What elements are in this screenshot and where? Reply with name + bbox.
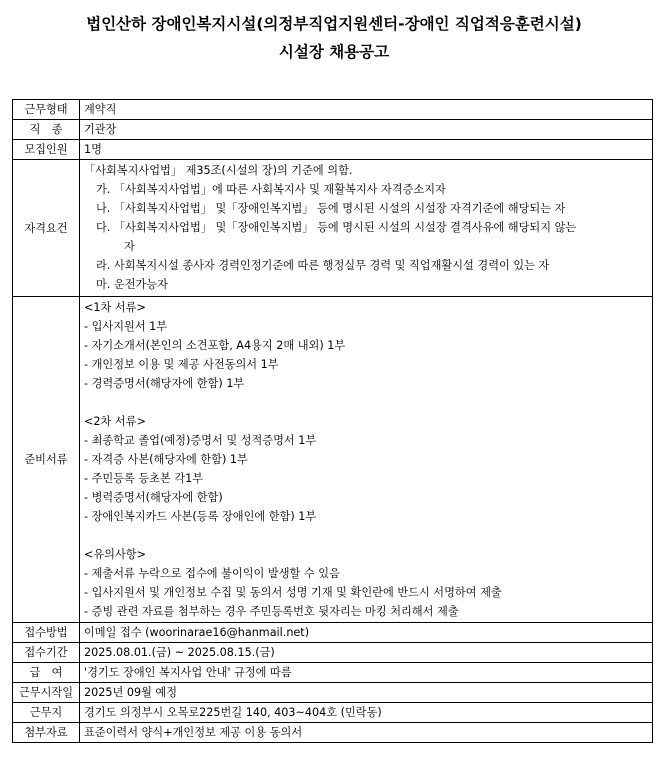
document-item: - 병력증명서(해당자에 한함) [84,491,223,504]
label-qualifications: 자격요건 [13,160,80,297]
qualification-line: 가. 「사회복지사업법」에 따른 사회복지사 및 재활복지사 자격증소지자 [96,183,446,196]
table-row [13,140,653,160]
value-headcount: 1명 [80,140,653,160]
document-item: - 입사지원서 1부 [84,320,168,333]
table-row [13,623,653,643]
label-start-date: 근무시작일 [13,683,80,703]
recruitment-table [12,99,653,743]
label-employment-type: 근무형태 [13,100,80,120]
label-documents: 준비서류 [13,297,80,623]
table-row [13,703,653,723]
documents-heading: <1차 서류> [84,301,146,314]
document-item: - 개인정보 이용 및 제공 사전동의서 1부 [84,358,279,371]
table-row [13,723,653,743]
value-application-method: 이메일 접수 (woorinarae16@hanmail.net) [80,623,653,643]
label-application-period: 접수기간 [13,643,80,663]
value-position: 기관장 [80,120,653,140]
note-item: - 입사지원서 및 개인정보 수집 및 동의서 성명 기재 및 확인란에 반드시 서명하여 제출 [84,586,502,599]
document-item: - 주민등록 등초본 각1부 [84,472,204,485]
value-documents [80,297,653,623]
table-row [13,297,653,623]
value-attachments: 표준이력서 양식+개인정보 제공 이용 동의서 [80,723,653,743]
table-row [13,120,653,140]
value-employment-type: 계약직 [80,100,653,120]
qualification-line: 라. 사회복지시설 종사자 경력인정기준에 따른 행정실무 경력 및 직업재활시설 경력이 있는 자 [96,259,550,272]
table-row [13,683,653,703]
document-item: - 자기소개서(본인의 소견포함, A4용지 2매 내외) 1부 [84,339,346,352]
value-qualifications [80,160,653,297]
label-position: 직 종 [13,120,80,140]
qualification-line: 자 [124,240,135,253]
table-row [13,160,653,297]
qualification-line: 마. 운전가능자 [96,278,168,291]
document-item: - 경력증명서(해당자에 한함) 1부 [84,377,245,390]
value-application-period: 2025.08.01.(금) ~ 2025.08.15.(금) [80,643,653,663]
qualification-line: 「사회복지사업법」 제35조(시설의 장)의 기준에 의함. [84,164,353,177]
spacer [84,526,648,545]
spacer [84,393,648,412]
value-start-date: 2025년 09월 예정 [80,683,653,703]
document-item: - 장애인복지카드 사본(등록 장애인에 한함) 1부 [84,510,317,523]
document-item: - 최종학교 졸업(예정)증명서 및 성적증명서 1부 [84,434,317,447]
documents-heading: <2차 서류> [84,415,146,428]
label-attachments: 첨부자료 [13,723,80,743]
page-title: 법인산하 장애인복지시설(의정부직업지원센터-장애인 직업적응훈련시설) [86,15,582,33]
qualification-line: 나. 「사회복지사업법」 및「장애인복지법」 등에 명시된 시설의 시설장 자격기준에 해당되는 자 [96,202,566,215]
value-salary: '경기도 장애인 복지사업 안내' 규정에 따름 [80,663,653,683]
label-salary: 급 여 [13,663,80,683]
table-row [13,100,653,120]
label-workplace: 근무지 [13,703,80,723]
note-item: - 제출서류 누락으로 접수에 불이익이 발생할 수 있음 [84,567,340,580]
note-item: - 증빙 관련 자료를 첨부하는 경우 주민등록번호 뒷자리는 마킹 처리해서 제출 [84,605,459,618]
label-headcount: 모집인원 [13,140,80,160]
label-application-method: 접수방법 [13,623,80,643]
value-workplace: 경기도 의정부시 오목로225번길 140, 403~404호 (민락동) [80,703,653,723]
notes-heading: <유의사항> [84,548,146,561]
qualification-line: 다. 「사회복지사업법」 및「장애인복지법」 등에 명시된 시설의 시설장 결격사유에 해당되지 않는 [96,221,577,234]
table-row [13,663,653,683]
table-row [13,643,653,663]
page-subtitle: 시설장 채용공고 [278,43,390,61]
document-item: - 자격증 사본(해당자에 한함) 1부 [84,453,248,466]
